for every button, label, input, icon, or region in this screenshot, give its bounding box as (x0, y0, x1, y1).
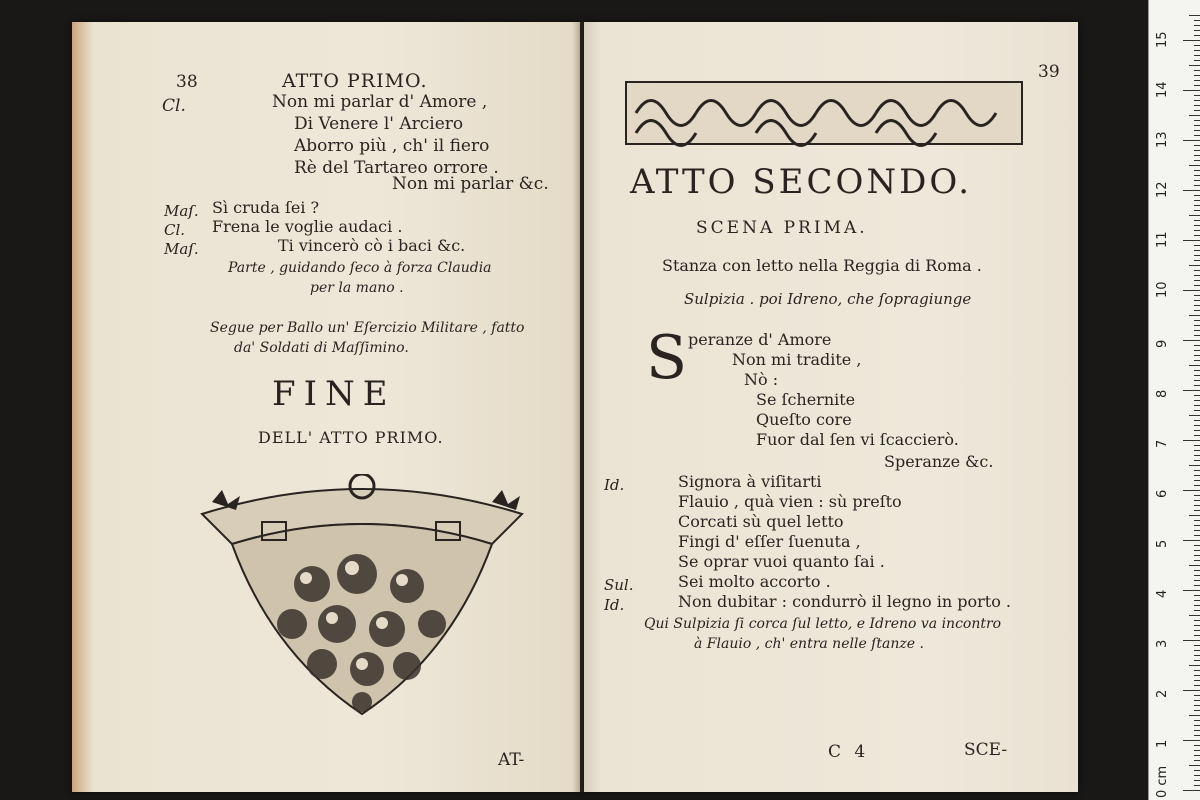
ruler-tick (1194, 210, 1200, 211)
dialogue-line: Signora à viſitarti (678, 472, 822, 491)
ruler-label: 3 (1155, 639, 1170, 648)
ruler-label: 8 (1155, 389, 1170, 398)
ruler-tick (1194, 70, 1200, 71)
ruler-tick (1183, 640, 1200, 641)
aria-line: Aborro più , ch' il fiero (294, 136, 490, 156)
ruler-tick (1194, 220, 1200, 221)
ruler-tick (1194, 160, 1200, 161)
ruler-tick (1194, 545, 1200, 546)
stage-direction: Qui Sulpizia ſi corca ſul letto, e Idreno va incontro (644, 616, 1002, 632)
ruler-label: 13 (1155, 131, 1170, 148)
ruler-tick (1194, 570, 1200, 571)
ruler-tick (1194, 195, 1200, 196)
speaker-label: Maſ. (164, 240, 199, 258)
ruler-tick (1194, 530, 1200, 531)
speaker-label: Cl. (164, 221, 186, 239)
ruler-tick (1194, 655, 1200, 656)
ruler-tick (1194, 375, 1200, 376)
aria-line: Di Venere l' Arciero (294, 114, 464, 134)
ruler-tick (1194, 120, 1200, 121)
ruler-tick (1194, 725, 1200, 726)
ruler-tick (1183, 140, 1200, 141)
ruler-tick (1183, 90, 1200, 91)
ruler-tick (1189, 515, 1200, 516)
ruler-tick (1194, 405, 1200, 406)
ruler-tick (1194, 50, 1200, 51)
ruler-tick (1194, 250, 1200, 251)
ruler-tick (1194, 330, 1200, 331)
ruler-tick (1194, 555, 1200, 556)
speaker-label: Maſ. (164, 202, 199, 220)
aria-line: Nò : (744, 370, 779, 389)
ruler-tick (1183, 190, 1200, 191)
ruler-tick (1194, 435, 1200, 436)
ruler-tick (1194, 100, 1200, 101)
ruler-label: 10 (1155, 281, 1170, 298)
ruler-tick (1194, 335, 1200, 336)
ruler-label: 0 cm (1155, 765, 1170, 798)
ruler-tick (1194, 105, 1200, 106)
ruler-tick (1194, 200, 1200, 201)
ruler-label: 15 (1155, 31, 1170, 48)
ruler-tick (1194, 345, 1200, 346)
ruler-tick (1194, 750, 1200, 751)
ruler-tick (1194, 620, 1200, 621)
ruler-tick (1194, 780, 1200, 781)
ruler-tick (1194, 370, 1200, 371)
ruler-tick (1194, 760, 1200, 761)
dialogue-line: Fingi d' eſſer ſuenuta , (678, 532, 861, 551)
ruler-tick (1194, 650, 1200, 651)
speaker-label: Cl. (162, 96, 186, 116)
ruler-tick (1194, 600, 1200, 601)
ruler-label: 14 (1155, 81, 1170, 98)
ruler-tick (1194, 510, 1200, 511)
aria-refrain: Non mi parlar &c. (392, 174, 549, 194)
ruler-tick (1194, 705, 1200, 706)
ruler-tick (1194, 225, 1200, 226)
ruler-tick (1183, 490, 1200, 491)
ruler-tick (1194, 500, 1200, 501)
dialogue-line: Non dubitar : condurrò il legno in porto . (678, 592, 1012, 611)
ruler-tick (1194, 720, 1200, 721)
ruler-tick (1194, 735, 1200, 736)
aria-line: Non mi tradite , (732, 350, 862, 369)
ruler-tick (1194, 785, 1200, 786)
ruler-tick (1194, 185, 1200, 186)
ruler-tick (1194, 295, 1200, 296)
ruler-label: 5 (1155, 539, 1170, 548)
ruler-tick (1189, 415, 1200, 416)
ruler-tick (1194, 610, 1200, 611)
ruler-tick (1194, 270, 1200, 271)
ruler-tick (1194, 110, 1200, 111)
dialogue-line: Sì cruda ſei ? (212, 198, 320, 217)
ruler-tick (1194, 660, 1200, 661)
right-catchword: SCE- (964, 740, 1008, 760)
ruler-tick (1194, 360, 1200, 361)
ruler-tick (1194, 585, 1200, 586)
dialogue-line: Ti vincerò cò i baci &c. (278, 236, 466, 255)
dialogue-line: Se oprar vuoi quanto ſai . (678, 552, 885, 571)
dialogue-line: Frena le voglie audaci . (212, 217, 403, 236)
scene-setting: Stanza con letto nella Reggia di Roma . (662, 256, 982, 275)
ruler-tick (1194, 205, 1200, 206)
ruler-tick (1194, 575, 1200, 576)
ruler-tick (1194, 595, 1200, 596)
aria-line: Non mi parlar d' Amore , (272, 92, 488, 112)
headpiece-ornament (624, 78, 1024, 148)
ruler-tick (1189, 265, 1200, 266)
ruler-tick (1194, 170, 1200, 171)
left-page-number: 38 (176, 72, 198, 92)
ruler-tick (1183, 440, 1200, 441)
ruler-tick (1194, 450, 1200, 451)
ruler-tick (1194, 180, 1200, 181)
ruler-tick (1183, 40, 1200, 41)
dialogue-line: Sei molto accorto . (678, 572, 831, 591)
stage-direction: per la mano . (310, 280, 404, 296)
ruler-tick (1194, 580, 1200, 581)
ruler-tick (1194, 445, 1200, 446)
ruler-tick (1189, 615, 1200, 616)
ruler-tick (1194, 255, 1200, 256)
ruler-tick (1194, 605, 1200, 606)
ruler-tick (1194, 380, 1200, 381)
ruler-tick (1194, 155, 1200, 156)
ruler-tick (1189, 565, 1200, 566)
dialogue-line: Flauio , quà vien : sù preſto (678, 492, 902, 511)
ruler-tick (1189, 315, 1200, 316)
ruler-tick (1183, 290, 1200, 291)
stage-direction: Parte , guidando ſeco à forza Claudia (228, 260, 492, 276)
ruler-tick (1194, 45, 1200, 46)
ruler-tick (1194, 470, 1200, 471)
stage-direction: Segue per Ballo un' Eſercizio Militare , fatto (210, 320, 525, 336)
aria-line: peranze d' Amore (688, 330, 832, 349)
ruler-tick (1194, 25, 1200, 26)
scene-characters: Sulpizia . poi Idreno, che ſopragiunge (684, 290, 972, 308)
ruler-tick (1194, 480, 1200, 481)
right-page-number: 39 (1038, 62, 1060, 82)
floral-woodcut-ornament (192, 474, 532, 724)
ruler-tick (1194, 770, 1200, 771)
ruler-tick (1194, 275, 1200, 276)
ruler-tick (1183, 240, 1200, 241)
ruler-tick (1194, 245, 1200, 246)
left-catchword: AT- (498, 750, 525, 770)
ruler-label: 12 (1155, 181, 1170, 198)
ruler-label: 11 (1155, 231, 1170, 248)
ruler-tick (1194, 125, 1200, 126)
ruler-tick (1194, 30, 1200, 31)
scene-title: SCENA PRIMA. (696, 218, 868, 238)
dialogue-line: Corcati sù quel letto (678, 512, 844, 531)
ruler-tick (1194, 495, 1200, 496)
stage-direction: da' Soldati di Maſſimino. (234, 340, 409, 356)
ruler-tick (1194, 520, 1200, 521)
ruler-tick (1189, 215, 1200, 216)
ruler-tick (1194, 425, 1200, 426)
ruler-tick (1194, 280, 1200, 281)
ruler-tick (1194, 95, 1200, 96)
ruler-tick (1194, 55, 1200, 56)
fine-heading: FINE (272, 374, 396, 414)
ruler-tick (1194, 410, 1200, 411)
ruler-tick (1183, 590, 1200, 591)
ruler-tick (1194, 350, 1200, 351)
fine-subheading: DELL' ATTO PRIMO. (258, 428, 444, 447)
ruler-tick (1194, 325, 1200, 326)
ruler-tick (1189, 365, 1200, 366)
ruler-tick (1194, 630, 1200, 631)
ruler-tick (1194, 305, 1200, 306)
ruler-tick (1194, 355, 1200, 356)
ruler-tick (1194, 75, 1200, 76)
ruler-tick (1194, 505, 1200, 506)
ruler-label: 1 (1155, 739, 1170, 748)
ruler-tick (1183, 340, 1200, 341)
ruler-tick (1194, 745, 1200, 746)
ruler-tick (1194, 310, 1200, 311)
ruler-tick (1194, 685, 1200, 686)
ruler-tick (1194, 755, 1200, 756)
ruler-tick (1194, 320, 1200, 321)
left-running-head: ATTO PRIMO. (282, 70, 428, 92)
ruler-tick (1194, 775, 1200, 776)
act-title: ATTO SECONDO. (630, 162, 973, 202)
ruler-tick (1194, 400, 1200, 401)
ruler-tick (1194, 85, 1200, 86)
ruler-label: 6 (1155, 489, 1170, 498)
ruler-tick (1194, 150, 1200, 151)
ruler-tick (1194, 130, 1200, 131)
ruler-tick (1194, 230, 1200, 231)
ruler-tick (1194, 560, 1200, 561)
ruler-label: 7 (1155, 439, 1170, 448)
aria-line: Rè del Tartareo orrore . (294, 158, 499, 178)
ruler-tick (1194, 645, 1200, 646)
ruler-tick (1194, 395, 1200, 396)
speaker-label: Id. (604, 596, 625, 614)
ruler-tick (1194, 80, 1200, 81)
ruler-label: 2 (1155, 689, 1170, 698)
ruler-tick (1183, 540, 1200, 541)
ruler-tick (1189, 15, 1200, 16)
signature-mark: C 4 (828, 742, 870, 762)
ruler-tick (1194, 710, 1200, 711)
ruler-tick (1183, 690, 1200, 691)
ruler-tick (1194, 235, 1200, 236)
ruler-tick (1194, 680, 1200, 681)
drop-cap: S (646, 323, 688, 393)
right-page (584, 22, 1078, 792)
ruler-tick (1194, 455, 1200, 456)
ruler-tick (1194, 730, 1200, 731)
ruler-tick (1194, 60, 1200, 61)
ruler-tick (1194, 145, 1200, 146)
ruler-tick (1194, 635, 1200, 636)
ruler-tick (1183, 790, 1200, 791)
ruler-tick (1189, 765, 1200, 766)
ruler-tick (1194, 135, 1200, 136)
open-book (72, 22, 1082, 792)
ruler-tick (1183, 390, 1200, 391)
ruler-label: 9 (1155, 339, 1170, 348)
ruler-tick (1194, 535, 1200, 536)
ruler-tick (1194, 485, 1200, 486)
aria-line: Se ſchernite (756, 390, 856, 409)
ruler-tick (1189, 665, 1200, 666)
ruler-tick (1194, 670, 1200, 671)
ruler-label: 4 (1155, 589, 1170, 598)
ruler-tick (1194, 260, 1200, 261)
ruler-tick (1189, 115, 1200, 116)
ruler-tick (1194, 385, 1200, 386)
ruler-tick (1194, 550, 1200, 551)
speaker-label: Id. (604, 476, 625, 494)
ruler-tick (1194, 420, 1200, 421)
ruler-tick (1183, 740, 1200, 741)
ruler-tick (1194, 625, 1200, 626)
measurement-ruler (1148, 0, 1200, 800)
ruler-tick (1194, 675, 1200, 676)
ruler-tick (1194, 695, 1200, 696)
ruler-tick (1189, 465, 1200, 466)
ruler-tick (1194, 35, 1200, 36)
ruler-tick (1194, 700, 1200, 701)
ruler-tick (1189, 65, 1200, 66)
ruler-tick (1194, 460, 1200, 461)
ruler-tick (1194, 175, 1200, 176)
left-page (72, 22, 580, 792)
ruler-tick (1194, 20, 1200, 21)
ruler-tick (1194, 525, 1200, 526)
aria-line: Queſto core (756, 410, 852, 429)
ruler-tick (1194, 430, 1200, 431)
speaker-label: Sul. (604, 576, 634, 594)
ruler-tick (1194, 475, 1200, 476)
aria-refrain: Speranze &c. (884, 452, 994, 471)
ruler-tick (1189, 715, 1200, 716)
ruler-tick (1194, 300, 1200, 301)
ruler-tick (1194, 285, 1200, 286)
ruler-tick (1189, 165, 1200, 166)
stage-direction: à Flauio , ch' entra nelle ſtanze . (694, 636, 924, 652)
aria-line: Fuor dal ſen vi ſcaccierò. (756, 430, 959, 449)
